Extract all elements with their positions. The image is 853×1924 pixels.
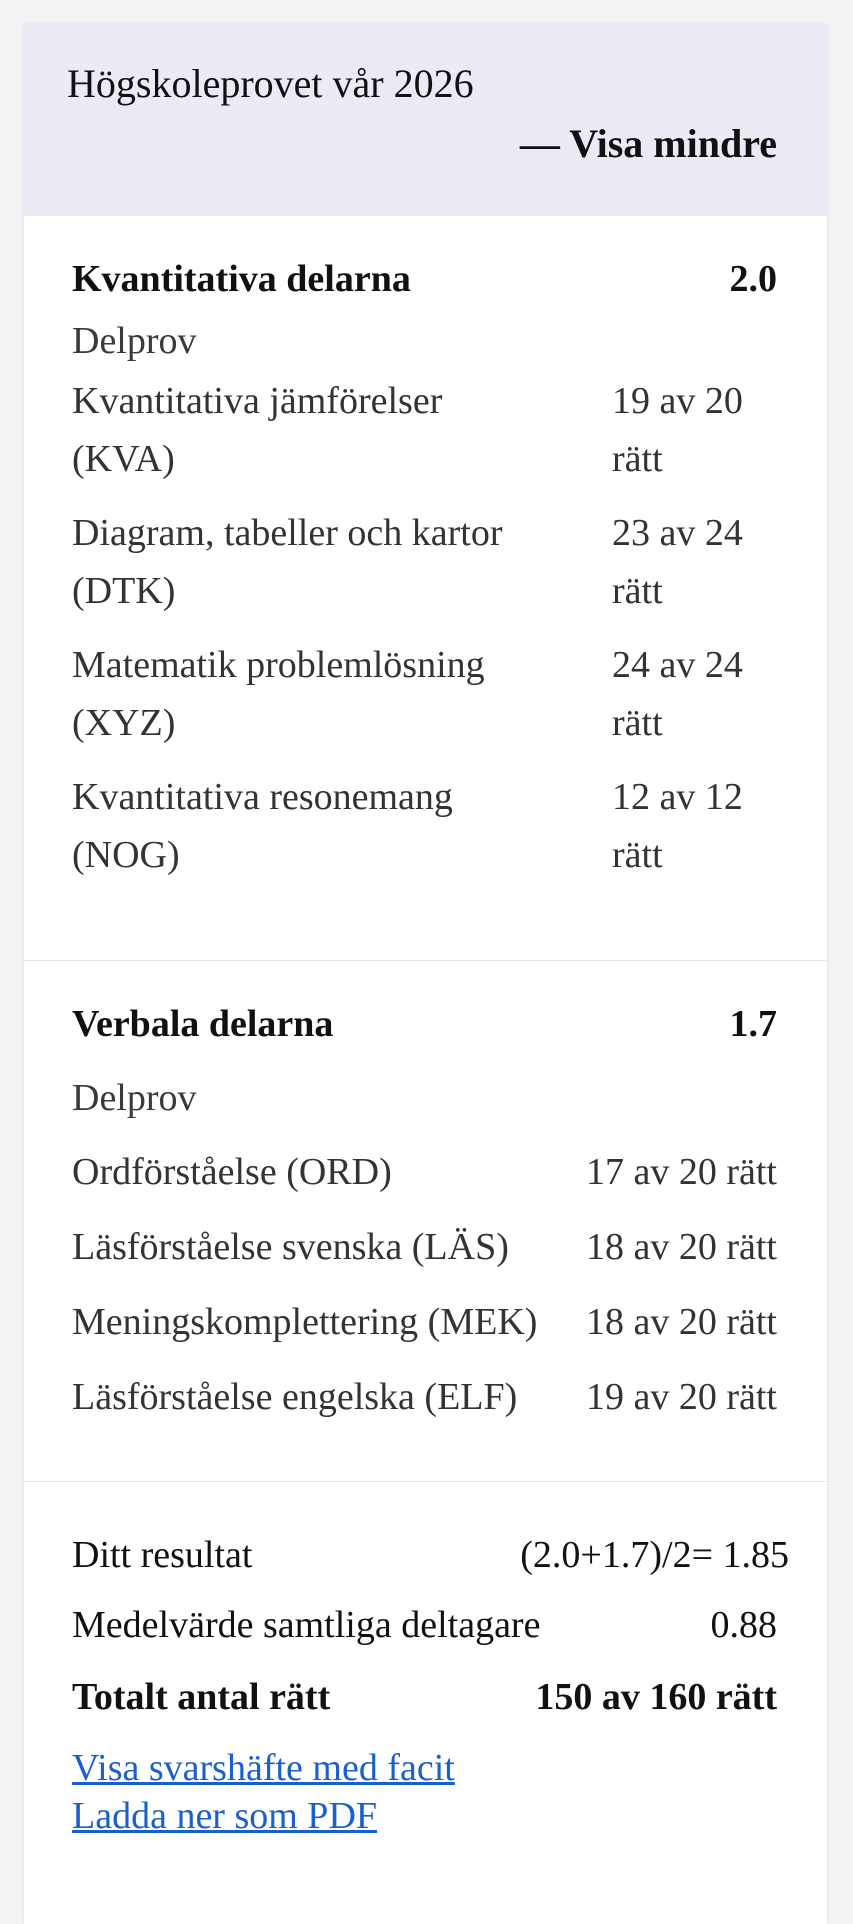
results-card — [24, 24, 827, 1924]
answer-sheet-link[interactable]: Visa svarshäfte med facit — [72, 1747, 455, 1789]
result-label: Ditt resultat — [72, 1534, 253, 1576]
subtest-name: Ordförståelse (ORD) — [72, 1151, 392, 1193]
verbal-section — [24, 961, 827, 1482]
subtest-result: 18 av 20 rätt — [585, 1226, 777, 1268]
download-pdf-link[interactable]: Ladda ner som PDF — [72, 1795, 378, 1837]
subtest-name: Diagram, tabeller och kartor (DTK) — [72, 512, 503, 612]
total-value: 150 av 160 rätt — [535, 1676, 777, 1718]
subtest-heading: Delprov — [72, 320, 197, 362]
subtest-result: 18 av 20 rätt — [585, 1301, 777, 1343]
subtest-name: Meningskomplettering (MEK) — [72, 1301, 538, 1343]
exam-title: Högskoleprovet vår 2026 — [67, 61, 474, 106]
section-header — [72, 250, 777, 308]
subtest-heading: Delprov — [72, 1077, 197, 1119]
show-less-toggle[interactable]: — Visa mindre — [519, 121, 777, 166]
subtest-result: 19 av 20 rätt — [612, 380, 743, 480]
section-score: 1.7 — [729, 1003, 777, 1045]
quantitative-section — [24, 216, 827, 961]
total-label: Totalt antal rätt — [72, 1676, 331, 1718]
list-item — [72, 768, 777, 888]
summary-section — [24, 1482, 827, 1882]
list-item — [72, 372, 777, 492]
subtest-result: 23 av 24 rätt — [612, 512, 743, 612]
list-item — [72, 636, 777, 756]
section-header — [72, 995, 777, 1053]
average-value: 0.88 — [710, 1604, 777, 1646]
card-header — [24, 24, 827, 216]
subtest-result: 12 av 12 rätt — [612, 776, 743, 876]
section-score: 2.0 — [729, 258, 777, 300]
subtest-name: Läsförståelse svenska (LÄS) — [72, 1226, 509, 1268]
subtest-name: Kvantitativa resonemang (NOG) — [72, 776, 453, 876]
subtest-name: Läsförståelse engelska (ELF) — [72, 1376, 518, 1418]
result-value: (2.0+1.7)/2= 1.85 — [520, 1534, 789, 1576]
section-title: Verbala delarna — [72, 1003, 334, 1045]
subtest-result: 24 av 24 rätt — [612, 644, 743, 744]
subtest-result: 17 av 20 rätt — [585, 1151, 777, 1193]
list-item — [72, 504, 777, 624]
subtest-name: Kvantitativa jämförelser (KVA) — [72, 380, 443, 480]
average-label: Medelvärde samtliga deltagare — [72, 1604, 541, 1646]
subtest-result: 19 av 20 rätt — [585, 1376, 777, 1418]
subtest-name: Matematik problemlösning (XYZ) — [72, 644, 485, 744]
section-title: Kvantitativa delarna — [72, 258, 411, 300]
